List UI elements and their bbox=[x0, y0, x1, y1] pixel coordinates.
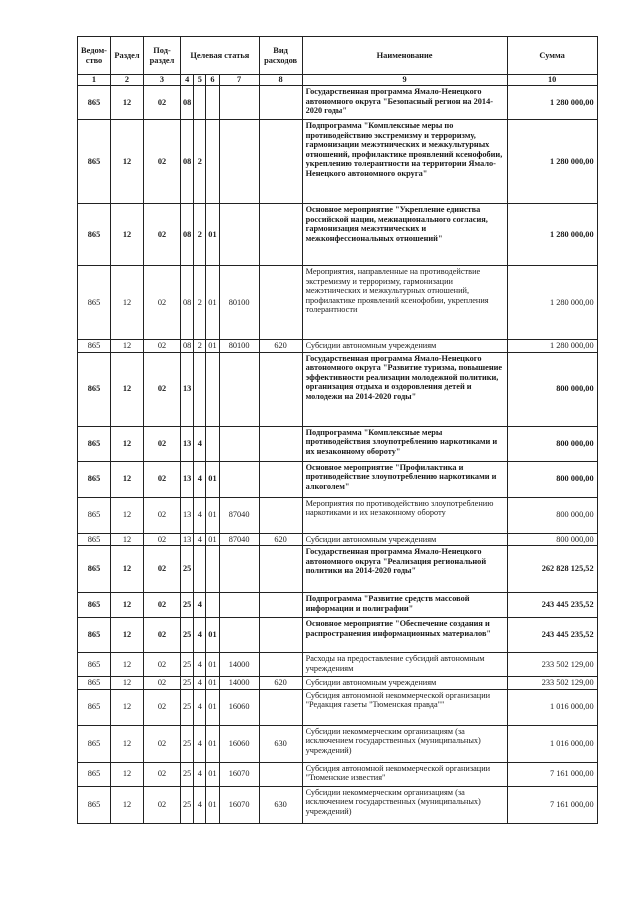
cell-target-event: 01 bbox=[206, 497, 219, 533]
cell-target-program: 13 bbox=[181, 461, 194, 497]
cell-target-program: 08 bbox=[181, 266, 194, 340]
cell-target-subprogram: 4 bbox=[194, 426, 206, 461]
cell-target-program: 25 bbox=[181, 786, 194, 823]
cell-vid-rashodov: 620 bbox=[259, 340, 302, 353]
cell-summa: 7 161 000,00 bbox=[507, 762, 597, 786]
cell-target-program: 25 bbox=[181, 677, 194, 690]
cell-target-program: 13 bbox=[181, 533, 194, 546]
column-number: 4 bbox=[181, 75, 194, 86]
cell-vedomstvo: 865 bbox=[78, 86, 111, 120]
cell-target-subprogram: 2 bbox=[194, 204, 206, 266]
cell-vedomstvo: 865 bbox=[78, 677, 111, 690]
cell-vedomstvo: 865 bbox=[78, 689, 111, 725]
cell-vid-rashodov bbox=[259, 461, 302, 497]
cell-summa: 800 000,00 bbox=[507, 497, 597, 533]
cell-target-direction bbox=[219, 120, 259, 204]
header-naimenovanie: Наименование bbox=[302, 37, 507, 75]
cell-vedomstvo: 865 bbox=[78, 120, 111, 204]
cell-target-direction bbox=[219, 86, 259, 120]
table-row bbox=[78, 352, 598, 426]
cell-target-subprogram: 4 bbox=[194, 762, 206, 786]
cell-naimenovanie: Основное мероприятие "Обеспечение создания и распространения информационных материалов" bbox=[302, 618, 507, 653]
header-summa: Сумма bbox=[507, 37, 597, 75]
table-row bbox=[78, 593, 598, 618]
cell-summa: 1 280 000,00 bbox=[507, 204, 597, 266]
cell-naimenovanie: Субсидия автономной некоммерческой организации "Тюменские известия" bbox=[302, 762, 507, 786]
cell-naimenovanie: Субсидии некоммерческим организациям (за исключением государственных (муниципальных) учреждений) bbox=[302, 725, 507, 762]
cell-razdel: 12 bbox=[111, 204, 144, 266]
cell-podrazdel: 02 bbox=[144, 266, 181, 340]
cell-vid-rashodov bbox=[259, 653, 302, 677]
column-number: 7 bbox=[219, 75, 259, 86]
cell-naimenovanie: Субсидии автономным учреждениям bbox=[302, 533, 507, 546]
cell-target-direction: 87040 bbox=[219, 533, 259, 546]
cell-target-program: 08 bbox=[181, 204, 194, 266]
cell-naimenovanie: Государственная программа Ямало-Ненецкого автономного округа "Безопасный регион на 2014-2020 годы" bbox=[302, 86, 507, 120]
cell-podrazdel: 02 bbox=[144, 762, 181, 786]
cell-target-subprogram: 4 bbox=[194, 618, 206, 653]
cell-naimenovanie: Расходы на предоставление субсидий автономным учреждениям bbox=[302, 653, 507, 677]
cell-summa: 800 000,00 bbox=[507, 426, 597, 461]
cell-vedomstvo: 865 bbox=[78, 786, 111, 823]
header-razdel: Раздел bbox=[111, 37, 144, 75]
cell-podrazdel: 02 bbox=[144, 86, 181, 120]
cell-razdel: 12 bbox=[111, 461, 144, 497]
cell-target-event: 01 bbox=[206, 689, 219, 725]
cell-target-subprogram: 4 bbox=[194, 653, 206, 677]
cell-razdel: 12 bbox=[111, 497, 144, 533]
cell-target-subprogram: 4 bbox=[194, 461, 206, 497]
table-row bbox=[78, 725, 598, 762]
table-row bbox=[78, 677, 598, 690]
cell-target-program: 08 bbox=[181, 120, 194, 204]
table-row bbox=[78, 533, 598, 546]
cell-target-subprogram: 4 bbox=[194, 786, 206, 823]
cell-vid-rashodov: 630 bbox=[259, 725, 302, 762]
cell-target-event bbox=[206, 86, 219, 120]
table-row bbox=[78, 266, 598, 340]
cell-target-event: 01 bbox=[206, 266, 219, 340]
cell-podrazdel: 02 bbox=[144, 677, 181, 690]
cell-podrazdel: 02 bbox=[144, 725, 181, 762]
cell-summa: 243 445 235,52 bbox=[507, 593, 597, 618]
cell-target-subprogram bbox=[194, 546, 206, 593]
cell-podrazdel: 02 bbox=[144, 593, 181, 618]
cell-target-direction bbox=[219, 461, 259, 497]
cell-target-program: 25 bbox=[181, 618, 194, 653]
cell-target-event: 01 bbox=[206, 677, 219, 690]
cell-naimenovanie: Субсидии автономным учреждениям bbox=[302, 677, 507, 690]
cell-target-subprogram: 2 bbox=[194, 120, 206, 204]
cell-razdel: 12 bbox=[111, 426, 144, 461]
cell-target-event bbox=[206, 546, 219, 593]
cell-target-event: 01 bbox=[206, 653, 219, 677]
cell-podrazdel: 02 bbox=[144, 533, 181, 546]
cell-summa: 233 502 129,00 bbox=[507, 677, 597, 690]
cell-vid-rashodov bbox=[259, 546, 302, 593]
cell-target-direction: 16070 bbox=[219, 786, 259, 823]
cell-podrazdel: 02 bbox=[144, 786, 181, 823]
cell-summa: 1 280 000,00 bbox=[507, 86, 597, 120]
column-number: 5 bbox=[194, 75, 206, 86]
header-vedomstvo: Ведом-ство bbox=[78, 37, 111, 75]
table-row bbox=[78, 762, 598, 786]
cell-target-program: 25 bbox=[181, 689, 194, 725]
cell-vid-rashodov bbox=[259, 120, 302, 204]
cell-vid-rashodov bbox=[259, 426, 302, 461]
cell-summa: 1 016 000,00 bbox=[507, 689, 597, 725]
header-podrazdel: Под-раздел bbox=[144, 37, 181, 75]
table-row bbox=[78, 120, 598, 204]
cell-vedomstvo: 865 bbox=[78, 618, 111, 653]
cell-summa: 243 445 235,52 bbox=[507, 618, 597, 653]
cell-razdel: 12 bbox=[111, 689, 144, 725]
cell-naimenovanie: Государственная программа Ямало-Ненецкого автономного округа "Реализация региональной политики на 2014-2020 годы" bbox=[302, 546, 507, 593]
cell-vedomstvo: 865 bbox=[78, 546, 111, 593]
cell-vedomstvo: 865 bbox=[78, 533, 111, 546]
cell-target-event: 01 bbox=[206, 204, 219, 266]
cell-target-direction: 87040 bbox=[219, 497, 259, 533]
column-number: 1 bbox=[78, 75, 111, 86]
cell-target-event bbox=[206, 426, 219, 461]
cell-target-direction bbox=[219, 352, 259, 426]
cell-naimenovanie: Субсидии автономным учреждениям bbox=[302, 340, 507, 353]
cell-target-subprogram: 4 bbox=[194, 593, 206, 618]
cell-razdel: 12 bbox=[111, 352, 144, 426]
cell-target-direction: 14000 bbox=[219, 653, 259, 677]
cell-target-subprogram: 4 bbox=[194, 497, 206, 533]
cell-podrazdel: 02 bbox=[144, 689, 181, 725]
cell-target-program: 25 bbox=[181, 593, 194, 618]
cell-vid-rashodov bbox=[259, 762, 302, 786]
cell-vedomstvo: 865 bbox=[78, 762, 111, 786]
cell-vid-rashodov bbox=[259, 497, 302, 533]
cell-podrazdel: 02 bbox=[144, 546, 181, 593]
cell-target-event: 01 bbox=[206, 461, 219, 497]
table-row bbox=[78, 340, 598, 353]
cell-razdel: 12 bbox=[111, 593, 144, 618]
cell-naimenovanie: Государственная программа Ямало-Ненецкого автономного округа "Развитие туризма, повышение эффективности реализации молодежной политики, организация отдыха и оздоровления детей и молодежи на 2014-2020 годы" bbox=[302, 352, 507, 426]
cell-target-event bbox=[206, 593, 219, 618]
cell-target-direction bbox=[219, 593, 259, 618]
cell-razdel: 12 bbox=[111, 725, 144, 762]
table-row bbox=[78, 86, 598, 120]
cell-vid-rashodov: 620 bbox=[259, 533, 302, 546]
cell-target-event: 01 bbox=[206, 533, 219, 546]
cell-target-direction: 80100 bbox=[219, 266, 259, 340]
cell-target-direction bbox=[219, 618, 259, 653]
cell-summa: 1 280 000,00 bbox=[507, 340, 597, 353]
cell-target-event: 01 bbox=[206, 340, 219, 353]
table-row bbox=[78, 689, 598, 725]
cell-target-subprogram: 4 bbox=[194, 725, 206, 762]
column-number: 10 bbox=[507, 75, 597, 86]
column-number: 8 bbox=[259, 75, 302, 86]
cell-summa: 1 280 000,00 bbox=[507, 120, 597, 204]
cell-naimenovanie: Подпрограмма "Комплексные меры противодействия злоупотреблению наркотиками и их незаконному обороту" bbox=[302, 426, 507, 461]
table-row bbox=[78, 546, 598, 593]
cell-vid-rashodov: 620 bbox=[259, 677, 302, 690]
cell-vedomstvo: 865 bbox=[78, 593, 111, 618]
cell-podrazdel: 02 bbox=[144, 340, 181, 353]
cell-vedomstvo: 865 bbox=[78, 204, 111, 266]
cell-target-direction: 16060 bbox=[219, 689, 259, 725]
column-number-row bbox=[78, 75, 598, 86]
cell-razdel: 12 bbox=[111, 653, 144, 677]
cell-target-event: 01 bbox=[206, 786, 219, 823]
cell-vid-rashodov bbox=[259, 86, 302, 120]
cell-podrazdel: 02 bbox=[144, 618, 181, 653]
cell-summa: 262 828 125,52 bbox=[507, 546, 597, 593]
column-number: 2 bbox=[111, 75, 144, 86]
cell-vedomstvo: 865 bbox=[78, 340, 111, 353]
table-row bbox=[78, 426, 598, 461]
budget-table bbox=[77, 36, 598, 824]
cell-vedomstvo: 865 bbox=[78, 497, 111, 533]
cell-podrazdel: 02 bbox=[144, 653, 181, 677]
cell-razdel: 12 bbox=[111, 120, 144, 204]
cell-target-program: 25 bbox=[181, 546, 194, 593]
cell-summa: 800 000,00 bbox=[507, 352, 597, 426]
cell-podrazdel: 02 bbox=[144, 497, 181, 533]
cell-vedomstvo: 865 bbox=[78, 266, 111, 340]
cell-vedomstvo: 865 bbox=[78, 426, 111, 461]
column-number: 9 bbox=[302, 75, 507, 86]
cell-target-event bbox=[206, 352, 219, 426]
column-number: 3 bbox=[144, 75, 181, 86]
cell-vedomstvo: 865 bbox=[78, 352, 111, 426]
cell-target-program: 13 bbox=[181, 352, 194, 426]
cell-naimenovanie: Мероприятия, направленные на противодействие экстремизму и терроризму, гармонизации межэтнических и межкультурных отношений, профилактике проявлений ксенофобии, укрепления толерантности bbox=[302, 266, 507, 340]
cell-naimenovanie: Основное мероприятие "Укрепление единства российской нации, межнационального согласия, гармонизация межэтнических и межконфессиональных отношений" bbox=[302, 204, 507, 266]
cell-target-event bbox=[206, 120, 219, 204]
cell-target-event: 01 bbox=[206, 725, 219, 762]
cell-target-event: 01 bbox=[206, 762, 219, 786]
cell-razdel: 12 bbox=[111, 533, 144, 546]
cell-vid-rashodov bbox=[259, 352, 302, 426]
cell-naimenovanie: Подпрограмма "Развитие средств массовой информации и полиграфии" bbox=[302, 593, 507, 618]
column-number: 6 bbox=[206, 75, 219, 86]
cell-razdel: 12 bbox=[111, 677, 144, 690]
cell-target-event: 01 bbox=[206, 618, 219, 653]
cell-razdel: 12 bbox=[111, 266, 144, 340]
table-row bbox=[78, 618, 598, 653]
cell-naimenovanie: Мероприятия по противодействию злоупотреблению наркотиками и их незаконному обороту bbox=[302, 497, 507, 533]
cell-summa: 1 280 000,00 bbox=[507, 266, 597, 340]
cell-razdel: 12 bbox=[111, 546, 144, 593]
cell-vid-rashodov: 630 bbox=[259, 786, 302, 823]
header-vid-rashodov: Вид расходов bbox=[259, 37, 302, 75]
cell-target-program: 25 bbox=[181, 762, 194, 786]
cell-razdel: 12 bbox=[111, 786, 144, 823]
cell-summa: 800 000,00 bbox=[507, 533, 597, 546]
cell-vid-rashodov bbox=[259, 204, 302, 266]
cell-naimenovanie: Субсидия автономной некоммерческой организации "Редакция газеты "Тюменская правда"" bbox=[302, 689, 507, 725]
cell-target-direction: 16070 bbox=[219, 762, 259, 786]
cell-target-program: 08 bbox=[181, 340, 194, 353]
cell-podrazdel: 02 bbox=[144, 352, 181, 426]
cell-summa: 1 016 000,00 bbox=[507, 725, 597, 762]
table-body bbox=[78, 86, 598, 824]
cell-naimenovanie: Подпрограмма "Комплексные меры по противодействию экстремизму и терроризму, гармонизации межэтнических и межкультурных отношений, профилактике проявлений ксенофобии, укреплению толерантности на территории Ямало-Ненецкого автономного округа" bbox=[302, 120, 507, 204]
cell-target-direction bbox=[219, 204, 259, 266]
cell-target-subprogram: 2 bbox=[194, 266, 206, 340]
cell-razdel: 12 bbox=[111, 86, 144, 120]
table-row bbox=[78, 786, 598, 823]
cell-target-direction: 80100 bbox=[219, 340, 259, 353]
cell-naimenovanie: Основное мероприятие "Профилактика и противодействие злоупотреблению наркотиками и алкоголем" bbox=[302, 461, 507, 497]
cell-naimenovanie: Субсидии некоммерческим организациям (за исключением государственных (муниципальных) учреждений) bbox=[302, 786, 507, 823]
cell-vedomstvo: 865 bbox=[78, 725, 111, 762]
cell-target-subprogram: 2 bbox=[194, 340, 206, 353]
cell-target-program: 13 bbox=[181, 426, 194, 461]
cell-podrazdel: 02 bbox=[144, 426, 181, 461]
cell-vid-rashodov bbox=[259, 618, 302, 653]
cell-target-subprogram: 4 bbox=[194, 689, 206, 725]
cell-vedomstvo: 865 bbox=[78, 653, 111, 677]
cell-target-program: 13 bbox=[181, 497, 194, 533]
cell-vid-rashodov bbox=[259, 266, 302, 340]
cell-summa: 7 161 000,00 bbox=[507, 786, 597, 823]
cell-razdel: 12 bbox=[111, 340, 144, 353]
cell-podrazdel: 02 bbox=[144, 120, 181, 204]
table-row bbox=[78, 497, 598, 533]
cell-podrazdel: 02 bbox=[144, 461, 181, 497]
cell-target-program: 25 bbox=[181, 653, 194, 677]
cell-target-program: 08 bbox=[181, 86, 194, 120]
table-row bbox=[78, 653, 598, 677]
cell-target-direction bbox=[219, 546, 259, 593]
cell-podrazdel: 02 bbox=[144, 204, 181, 266]
cell-target-subprogram: 4 bbox=[194, 677, 206, 690]
cell-target-program: 25 bbox=[181, 725, 194, 762]
cell-target-direction bbox=[219, 426, 259, 461]
cell-target-direction: 16060 bbox=[219, 725, 259, 762]
header-row bbox=[78, 37, 598, 75]
cell-target-subprogram bbox=[194, 352, 206, 426]
cell-summa: 233 502 129,00 bbox=[507, 653, 597, 677]
header-celevaya-statya: Целевая статья bbox=[181, 37, 260, 75]
cell-vedomstvo: 865 bbox=[78, 461, 111, 497]
cell-razdel: 12 bbox=[111, 618, 144, 653]
table-row bbox=[78, 461, 598, 497]
cell-razdel: 12 bbox=[111, 762, 144, 786]
cell-vid-rashodov bbox=[259, 689, 302, 725]
table-row bbox=[78, 204, 598, 266]
cell-summa: 800 000,00 bbox=[507, 461, 597, 497]
cell-target-subprogram bbox=[194, 86, 206, 120]
cell-target-subprogram: 4 bbox=[194, 533, 206, 546]
cell-vid-rashodov bbox=[259, 593, 302, 618]
cell-target-direction: 14000 bbox=[219, 677, 259, 690]
